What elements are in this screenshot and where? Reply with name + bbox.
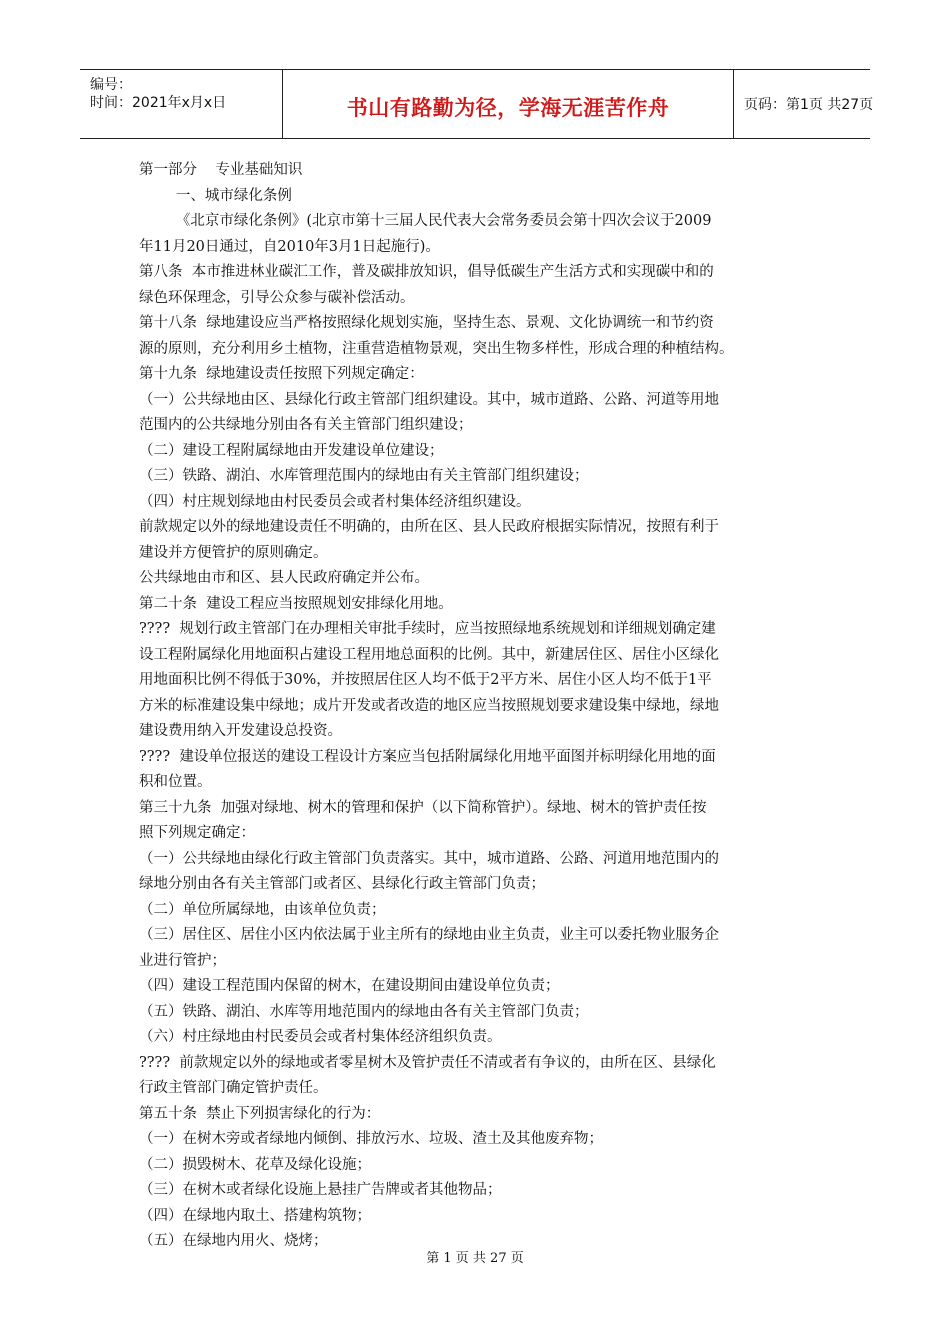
body-line: （四）在绿地内取土、搭建构筑物； <box>139 1207 371 1224</box>
body-line: ???? 规划行政主管部门在办理相关审批手续时，应当按照绿地系统规划和详细规划确定建 <box>139 621 716 637</box>
body-line: （二）单位所属绿地，由该单位负责； <box>139 901 386 918</box>
body-line: （一）在树木旁或者绿地内倾倒、排放污水、垃圾、渣土及其他废弃物； <box>139 1131 603 1147</box>
body-line: 建设并方便管护的原则确定。 <box>139 544 328 561</box>
body-line: （二）损毁树木、花草及绿化设施； <box>139 1156 371 1173</box>
body-line: （三）居住区、居住小区内依法属于业主所有的绿地由业主负责，业主可以委托物业服务企 <box>139 927 719 943</box>
header-page-info: 页码：第1页 共27页 <box>744 97 874 113</box>
body-line: 绿色环保理念，引导公众参与碳补偿活动。 <box>139 289 415 306</box>
body-line: 范围内的公共绿地分别由各有关主管部门组织建设； <box>139 417 473 433</box>
body-line: 《北京市绿化条例》(北京市第十三届人民代表大会常务委员会第十四次会议于2009 <box>139 213 712 229</box>
header-slogan: 书山有路勤为径，学海无涯苦作舟 <box>346 96 670 120</box>
body-line: （一）公共绿地由区、县绿化行政主管部门组织建设。其中，城市道路、公路、河道等用地 <box>139 391 719 408</box>
body-line: 行政主管部门确定管护责任。 <box>139 1080 328 1096</box>
body-line: 用地面积比例不得低于30%，并按照居住区人均不低于2平方米、居住小区人均不低于1平 <box>139 672 712 688</box>
body-line: 业进行管护； <box>139 952 226 969</box>
body-line: 第一部分 专业基础知识 <box>139 162 303 178</box>
body-line: 第五十条 禁止下列损害绿化的行为： <box>139 1105 381 1122</box>
body-line: 第十九条 绿地建设责任按照下列规定确定： <box>139 366 424 382</box>
body-line: 前款规定以外的绿地建设责任不明确的，由所在区、县人民政府根据实际情况，按照有利于 <box>139 519 719 535</box>
body-line: （六）村庄绿地由村民委员会或者村集体经济组织负责。 <box>139 1029 502 1045</box>
body-line: ???? 建设单位报送的建设工程设计方案应当包括附属绿化用地平面图并标明绿化用地的面 <box>139 748 716 765</box>
header-meta-cell <box>80 70 280 138</box>
body-line: 年11月20日通过，自2010年3月1日起施行)。 <box>139 238 440 255</box>
body-line: （一）公共绿地由绿化行政主管部门负责落实。其中，城市道路、公路、河道用地范围内的 <box>139 850 719 867</box>
body-line: 第三十九条 加强对绿地、树木的管理和保护（以下简称管护）。绿地、树木的管护责任按 <box>139 799 707 816</box>
body-line: 设工程附属绿化用地面积占建设工程用地总面积的比例。其中，新建居住区、居住小区绿化 <box>139 646 719 663</box>
body-line: （四）建设工程范围内保留的树木，在建设期间由建设单位负责； <box>139 978 560 994</box>
body-line: 照下列规定确定： <box>139 825 255 841</box>
document-date-label: 时间：2021年x月x日 <box>90 95 227 111</box>
body-line: 方米的标准建设集中绿地；成片开发或者改造的地区应当按照规划要求建设集中绿地，绿地 <box>139 697 719 714</box>
body-line: （四）村庄规划绿地由村民委员会或者村集体经济组织建设。 <box>139 493 531 510</box>
body-line: （五）铁路、湖泊、水库等用地范围内的绿地由各有关主管部门负责； <box>139 1003 589 1020</box>
body-line: （三）在树木或者绿化设施上悬挂广告牌或者其他物品； <box>139 1182 502 1198</box>
body-line: ???? 前款规定以外的绿地或者零星树木及管护责任不清或者有争议的，由所在区、县绿化 <box>139 1054 716 1071</box>
body-line: 积和位置。 <box>139 774 212 790</box>
body-line: （二）建设工程附属绿地由开发建设单位建设； <box>139 442 444 459</box>
document-number-label: 编号： <box>90 77 132 93</box>
body-line: 一、城市绿化条例 <box>139 187 292 204</box>
body-line: 建设费用纳入开发建设总投资。 <box>139 723 342 739</box>
header-page-cell <box>732 70 874 138</box>
document-body <box>139 158 819 1255</box>
header-slogan-cell <box>282 70 734 138</box>
document-header <box>80 69 874 139</box>
body-line: （五）在绿地内用火、烧烤； <box>139 1233 328 1249</box>
body-line: 第二十条 建设工程应当按照规划安排绿化用地。 <box>139 595 453 612</box>
body-line: 绿地分别由各有关主管部门或者区、县绿化行政主管部门负责； <box>139 876 545 892</box>
body-line: 源的原则，充分利用乡土植物，注重营造植物景观，突出生物多样性，形成合理的种植结构。 <box>139 340 734 357</box>
body-line: （三）铁路、湖泊、水库管理范围内的绿地由有关主管部门组织建设； <box>139 468 589 484</box>
page-footer: 第 1 页 共 27 页 <box>426 1251 524 1266</box>
body-line: 公共绿地由市和区、县人民政府确定并公布。 <box>139 570 429 586</box>
body-line: 第十八条 绿地建设应当严格按照绿化规划实施，坚持生态、景观、文化协调统一和节约资 <box>139 315 714 331</box>
body-line: 第八条 本市推进林业碳汇工作，普及碳排放知识，倡导低碳生产生活方式和实现碳中和的 <box>139 264 714 280</box>
